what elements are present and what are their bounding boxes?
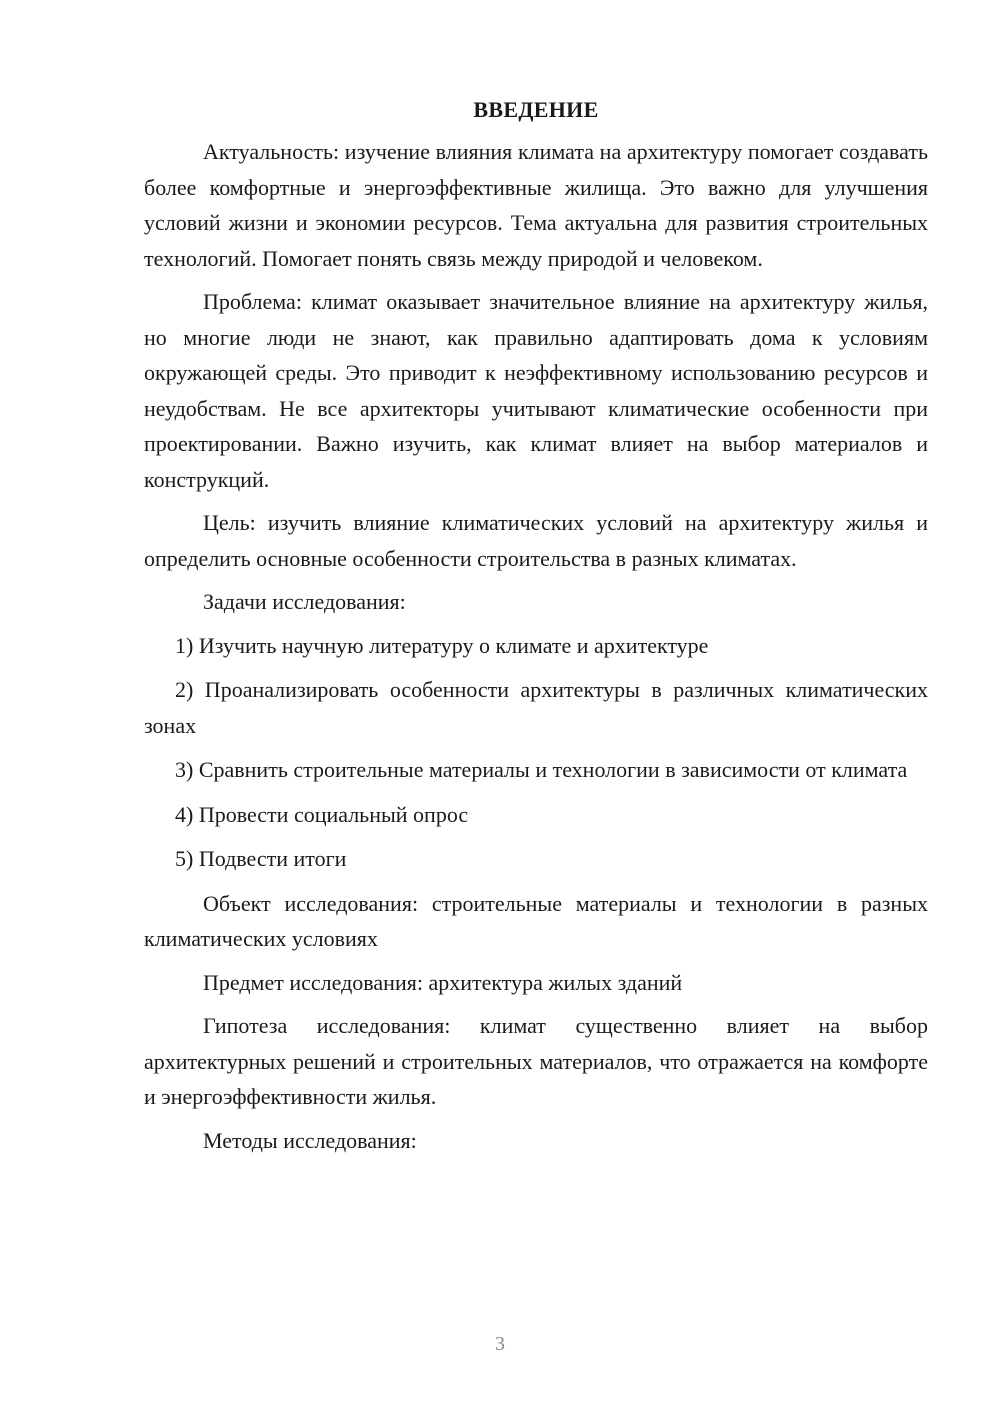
- paragraph-hypothesis: Гипотеза исследования: климат существенно влияет на выбор архитектурных решений и строительных материалов, что отражается на комфорте и энергоэффективности жилья.: [144, 1013, 928, 1109]
- task-item-4: 4) Провести социальный опрос: [175, 801, 469, 827]
- tasks-heading: Задачи исследования:: [203, 589, 406, 614]
- section-title: ВВЕДЕНИЕ: [473, 97, 599, 122]
- task-item-2: 2) Проанализировать особенности архитектуры в различных климатических зонах: [144, 677, 928, 738]
- paragraph-subject: Предмет исследования: архитектура жилых зданий: [203, 969, 683, 995]
- methods-heading: Методы исследования:: [203, 1127, 417, 1153]
- page-number: 3: [495, 1333, 505, 1355]
- paragraph-object: Объект исследования: строительные материалы и технологии в разных климатических условиях: [144, 890, 928, 951]
- paragraph-goal: Цель: изучить влияние климатических условий на архитектуру жилья и определить основные особенности строительства в разных климатах.: [144, 510, 928, 571]
- paragraph-problem: Проблема: климат оказывает значительное влияние на архитектуру жилья, но многие люди не знают, как правильно адаптировать дома к условиям окружающей среды. Это приводит к неэффективному использованию ресурсов и неудобствам. Не все архитекторы учитывают климатические особенности при проектировании. Важно изучить, как климат влияет на выбор материалов и конструкций.: [144, 289, 928, 492]
- paragraph-relevance: Актуальность: изучение влияния климата на архитектуру помогает создавать более комфортные и энергоэффективные жилища. Это важно для улучшения условий жизни и экономии ресурсов. Тема актуальна для развития строительных технологий. Помогает понять связь между природой и человеком.: [144, 139, 928, 271]
- task-item-3: 3) Сравнить строительные материалы и технологии в зависимости от климата: [175, 757, 908, 782]
- task-item-1: 1) Изучить научную литературу о климате и архитектуре: [175, 632, 709, 658]
- task-item-5: 5) Подвести итоги: [175, 846, 347, 871]
- document-page: [144, 96, 928, 1166]
